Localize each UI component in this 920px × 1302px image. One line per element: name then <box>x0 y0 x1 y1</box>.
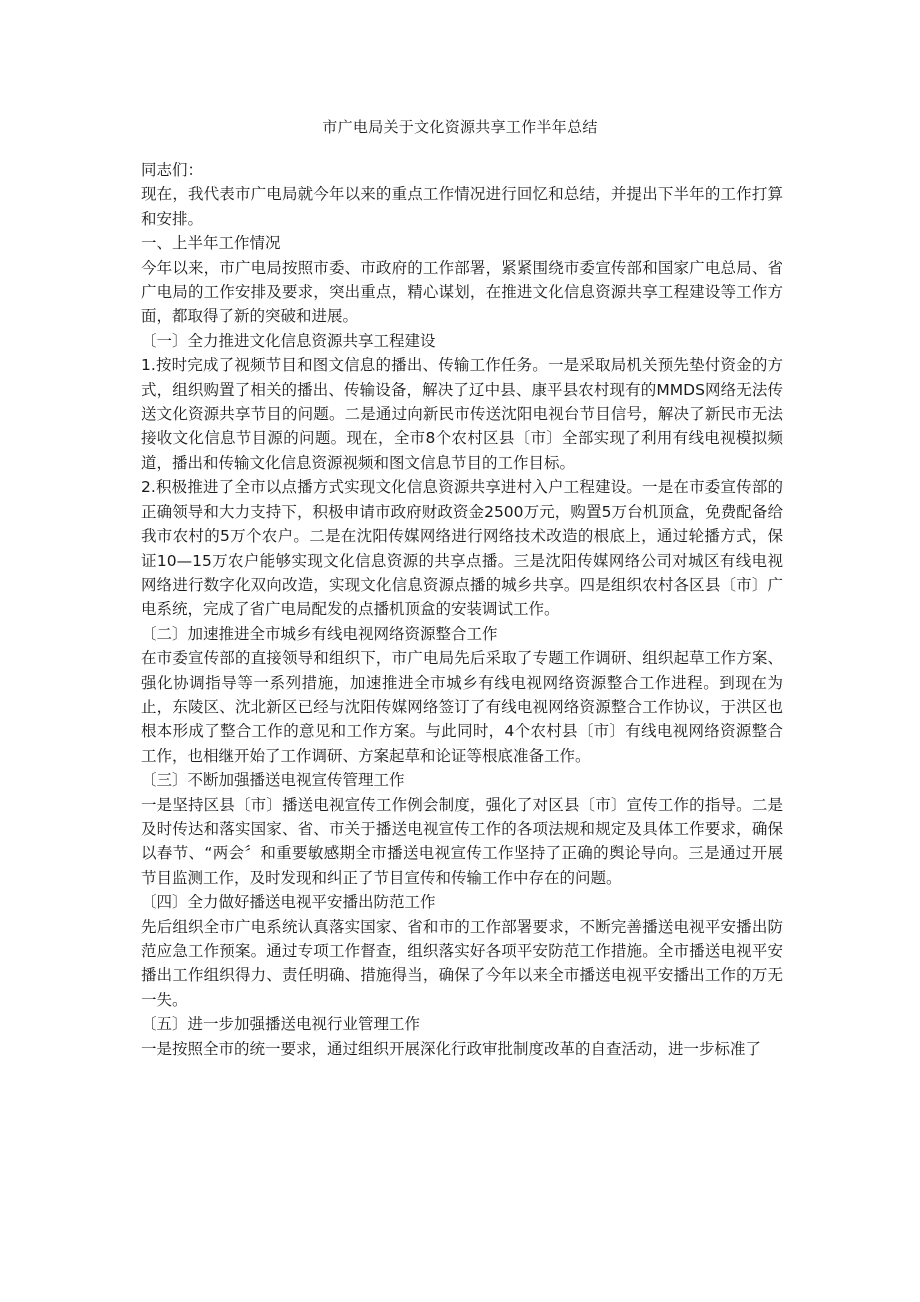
paragraph-safe-broadcast: 先后组织全市广电系统认真落实国家、省和市的工作部署要求，不断完善播送电视平安播出防范应急工作预案。通过专项工作督查，组织落实好各项平安防范工作措施。全市播送电视平安播出工作组织得力、责任明确、措施得当，确保了今年以来全市播送电视平安播出工作的万无一失。 <box>141 917 783 1009</box>
section-heading-1: 一、上半年工作情况 <box>141 234 281 253</box>
paragraph-salutation: 同志们： <box>141 161 204 179</box>
paragraph-publicity-management: 一是坚持区县〔市〕播送电视宣传工作例会制度，强化了对区县〔市〕宣传工作的指导。二是及时传达和落实国家、省、市关于播送电视宣传工作的各项法规和规定及具体工作要求，确保以春节、“两会〞和重要敏感期全市播送电视宣传工作坚持了正确的舆论导向。三是通过开展节目监测工作，及时发现和纠正了节目宣传和传输工作中存在的问题。 <box>141 795 783 887</box>
paragraph-item-1: 1.按时完成了视频节目和图文信息的播出、传输工作任务。一是采取局机关预先垫付资金的方式，组织购置了相关的播出、传输设备，解决了辽中县、康平县农村现有的MMDS网络无法传送文化资源共享节目的问题。二是通过向新民市传送沈阳电视台节目信号，解决了新民市无法接收文化信息节目源的问题。现在，全市8个农村区县〔市〕全部实现了利用有线电视模拟频道，播出和传输文化信息资源视频和图文信息节目的工作目标。 <box>141 356 783 472</box>
paragraph-intro: 现在，我代表市广电局就今年以来的重点工作情况进行回忆和总结，并提出下半年的工作打算和安排。 <box>141 185 783 228</box>
document-body <box>141 158 783 1061</box>
subsection-heading-3: 〔三〕不断加强播送电视宣传管理工作 <box>141 771 405 790</box>
paragraph-item-2: 2.积极推进了全市以点播方式实现文化信息资源共享进村入户工程建设。一是在市委宣传部的正确领导和大力支持下，积极申请市政府财政资金2500万元，购置5万台机顶盒，免费配备给我市农村的5万个农户。二是在沈阳传媒网络进行网络技术改造的根底上，通过轮播方式，保证10—15万农户能够实现文化信息资源的共享点播。三是沈阳传媒网络公司对城区有线电视网络进行数字化双向改造，实现文化信息资源点播的城乡共享。四是组织农村各区县〔市〕广电系统，完成了省广电局配发的点播机顶盒的安装调试工作。 <box>141 478 783 619</box>
subsection-heading-5: 〔五〕进一步加强播送电视行业管理工作 <box>141 1015 421 1034</box>
paragraph-industry-management: 一是按照全市的统一要求，通过组织开展深化行政审批制度改革的自查活动，进一步标准了 <box>141 1039 762 1058</box>
paragraph-network-integration: 在市委宣传部的直接领导和组织下，市广电局先后采取了专题工作调研、组织起草工作方案、强化协调指导等一系列措施，加速推进全市城乡有线电视网络资源整合工作进程。到现在为止，东陵区、沈北新区已经与沈阳传媒网络签订了有线电视网络资源整合工作协议，于洪区也根本形成了整合工作的意见和工作方案。与此同时，4个农村县〔市〕有线电视网络资源整合工作，也相继开始了工作调研、方案起草和论证等根底准备工作。 <box>141 649 783 765</box>
subsection-heading-1: 〔一〕全力推进文化信息资源共享工程建设 <box>141 331 436 350</box>
subsection-heading-4: 〔四〕全力做好播送电视平安播出防范工作 <box>141 893 436 912</box>
paragraph-overview: 今年以来，市广电局按照市委、市政府的工作部署，紧紧围绕市委宣传部和国家广电总局、省广电局的工作安排及要求，突出重点，精心谋划，在推进文化信息资源共享工程建设等工作方面，都取得了新的突破和进展。 <box>141 258 783 326</box>
subsection-heading-2: 〔二〕加速推进全市城乡有线电视网络资源整合工作 <box>141 624 498 643</box>
document-title: 市广电局关于文化资源共享工作半年总结 <box>322 118 598 136</box>
